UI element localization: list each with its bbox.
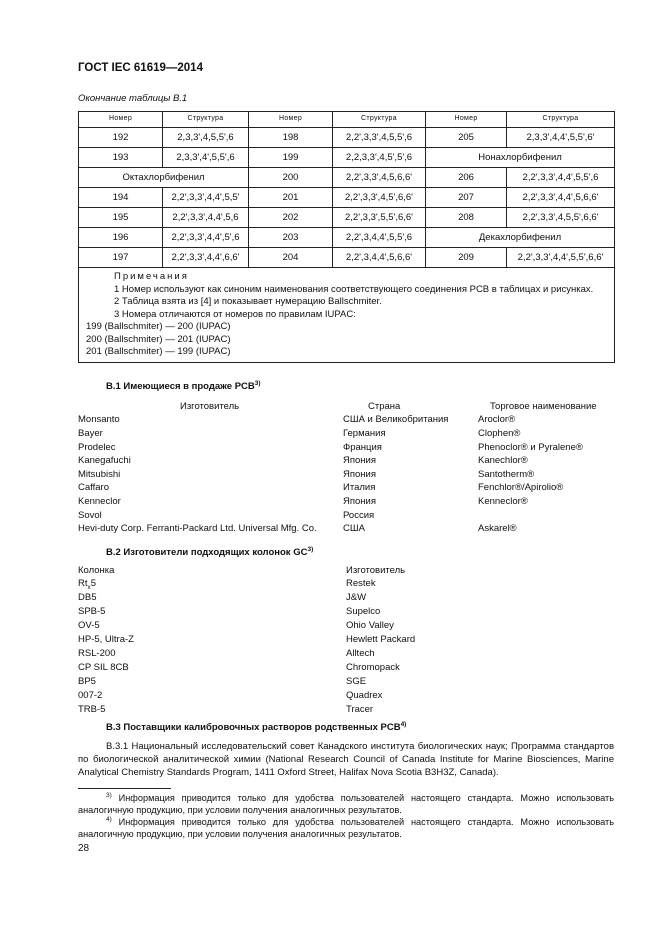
b2-column: CP SIL 8CB	[78, 662, 129, 673]
b2-column: OV-5	[78, 620, 100, 631]
table-cell: 193	[79, 148, 163, 168]
b1-manufacturer: Monsanto	[78, 414, 120, 425]
b1-trade-name: Clophen®	[478, 428, 521, 439]
table-cell: 2,2',3,3',4,5,6,6'	[333, 168, 426, 188]
col-header-structure: Структура	[333, 112, 426, 128]
table-row	[79, 248, 615, 268]
table-row	[79, 128, 615, 148]
table-row	[79, 228, 615, 248]
group-label-nonachlorobiphenyl: Нонахлорбифенил	[426, 148, 615, 168]
b2-column: 007-2	[78, 690, 103, 701]
b2-manufacturer: SGE	[346, 676, 367, 687]
b2-column: TRB-5	[78, 704, 106, 715]
table-cell: 2,2,3,3',4,5',5',6	[333, 148, 426, 168]
b2-row	[0, 578, 661, 591]
b2-manufacturer: Alltech	[346, 648, 375, 659]
table-cell: 196	[79, 228, 163, 248]
b2-manufacturer: Tracer	[346, 704, 374, 715]
b1-row	[0, 496, 661, 509]
b2-manufacturer: Restek	[346, 578, 376, 589]
pcb-table	[78, 111, 615, 363]
footnote-ref: 3)	[254, 379, 261, 387]
b1-col-trade-name: Торговое наименование	[490, 401, 597, 412]
b2-manufacturer: Hewlett Packard	[346, 634, 416, 645]
table-cell: 2,2',3,3',4,4',5,6	[163, 208, 249, 228]
b1-manufacturer: Mitsubishi	[78, 469, 121, 480]
b1-country: Россия	[343, 510, 375, 521]
table-cell: 207	[426, 188, 507, 208]
b1-country: Франция	[343, 442, 382, 453]
col-header-number: Номер	[426, 112, 507, 128]
footnote-mark: 4)	[106, 815, 112, 823]
table-cell: 204	[249, 248, 333, 268]
b2-row	[0, 592, 661, 605]
b2-manufacturer: Quadrex	[346, 690, 383, 701]
b1-col-country: Страна	[368, 401, 401, 412]
b1-country: США	[343, 523, 365, 534]
note-3-item: 199 (Ballschmiter) — 200 (IUPAC)	[86, 321, 231, 332]
col-header-structure: Структура	[163, 112, 249, 128]
table-row	[79, 188, 615, 208]
b2-column-subscript: x	[87, 583, 91, 591]
table-cell: 192	[79, 128, 163, 148]
table-cell: 2,2',3,3',5,5',6,6'	[333, 208, 426, 228]
b2-column-name: Rt	[78, 578, 88, 589]
table-cell: 199	[249, 148, 333, 168]
table-row	[79, 208, 615, 228]
note-3-item: 201 (Ballschmiter) — 199 (IUPAC)	[86, 346, 231, 357]
table-cell: 2,3,3',4,5,5',6	[163, 128, 249, 148]
b2-column: HP-5, Ultra-Z	[78, 634, 134, 645]
table-row	[79, 168, 615, 188]
b1-country: Япония	[343, 496, 376, 507]
page-number: 28	[78, 843, 90, 854]
b2-col-column: Колонка	[78, 565, 115, 576]
table-cell: 203	[249, 228, 333, 248]
table-cell: 2,3,3',4,4',5,5',6'	[507, 128, 615, 148]
footnote-text: Информация приводится только для удобства пользователей настоящего стандарта. Можно использовать аналогичную продукцию, при условии получения аналогичных результатов.	[78, 817, 614, 839]
section-b1-title-text: В.1 Имеющиеся в продаже PCB	[106, 381, 255, 392]
table-cell: 198	[249, 128, 333, 148]
footnote-ref: 4)	[400, 720, 407, 728]
table-cell: 2,3,3',4',5,5',6	[163, 148, 249, 168]
table-cell: 206	[426, 168, 507, 188]
b2-row	[0, 634, 661, 647]
group-label-octachlorobiphenyl: Октахлорбифенил	[79, 168, 249, 188]
table-cell: 2,2',3,3',4,5,5',6,6'	[507, 208, 615, 228]
b1-manufacturer: Caffaro	[78, 482, 109, 493]
b1-country: Япония	[343, 455, 376, 466]
table-cell: 195	[79, 208, 163, 228]
col-header-structure: Структура	[507, 112, 615, 128]
b2-column	[78, 578, 96, 589]
table-cell: 200	[249, 168, 333, 188]
b2-manufacturer: J&W	[346, 592, 367, 603]
table-header-row	[79, 112, 615, 128]
b1-header-row	[0, 401, 661, 414]
b1-trade-name: Kenneclor®	[478, 496, 528, 507]
table-cell: 2,2',3,4,4',5,6,6'	[333, 248, 426, 268]
b1-country: Италия	[343, 482, 376, 493]
b2-row	[0, 662, 661, 675]
group-label-decachlorobiphenyl: Декахлорбифенил	[426, 228, 615, 248]
footnote-4	[78, 816, 614, 840]
b1-trade-name: Askarel®	[478, 523, 517, 534]
footnote-3	[78, 792, 614, 816]
table-cell: 208	[426, 208, 507, 228]
table-cell: 209	[426, 248, 507, 268]
footnote-mark: 3)	[106, 791, 112, 799]
section-b3-title	[106, 722, 406, 733]
b1-manufacturer: Kanegafuchi	[78, 455, 131, 466]
section-b2-title	[106, 547, 313, 558]
note-1: 1 Номер используют как синоним наименования соответствующего соединения PCB в таблицах и рисунках.	[114, 283, 594, 295]
table-cell: 197	[79, 248, 163, 268]
b1-manufacturer: Hevi-duty Corp. Ferranti-Packard Ltd. Universal Mfg. Co.	[78, 523, 317, 534]
b1-row	[0, 455, 661, 468]
b1-country: США и Великобритания	[343, 414, 449, 425]
table-caption: Окончание таблицы В.1	[78, 93, 188, 104]
table-cell: 202	[249, 208, 333, 228]
footnote-divider	[78, 788, 171, 789]
footnote-ref: 3)	[307, 545, 314, 553]
col-header-number: Номер	[79, 112, 163, 128]
b1-manufacturer: Prodelec	[78, 442, 116, 453]
b2-manufacturer: Ohio Valley	[346, 620, 394, 631]
table-cell: 2,2',3,3',4,4',5,5'	[163, 188, 249, 208]
b2-row	[0, 704, 661, 717]
b1-manufacturer: Sovol	[78, 510, 102, 521]
table-cell: 2,2',3,3',4,4',6,6'	[163, 248, 249, 268]
b1-manufacturer: Kenneclor	[78, 496, 121, 507]
b1-manufacturer: Bayer	[78, 428, 103, 439]
b2-row	[0, 648, 661, 661]
table-cell: 2,2',3,3',4,5,5',6	[333, 128, 426, 148]
table-cell: 205	[426, 128, 507, 148]
document-header: ГОСТ IEC 61619—2014	[78, 62, 203, 74]
b1-country: Германия	[343, 428, 386, 439]
b1-row	[0, 523, 661, 536]
b1-country: Япония	[343, 469, 376, 480]
b2-column: BP5	[78, 676, 96, 687]
table-cell: 2,2',3,3',4,4',5',6	[163, 228, 249, 248]
b2-col-manufacturer: Изготовитель	[346, 565, 406, 576]
b2-column: RSL-200	[78, 648, 116, 659]
b1-trade-name: Kanechlor®	[478, 455, 528, 466]
b1-trade-name: Phenoclor® и Pyralene®	[478, 442, 583, 453]
b2-row	[0, 676, 661, 689]
b1-row	[0, 428, 661, 441]
table-cell: 194	[79, 188, 163, 208]
b2-manufacturer: Chromopack	[346, 662, 400, 673]
notes-title: Примечания	[114, 271, 189, 282]
footnote-text: Информация приводится только для удобства пользователей настоящего стандарта. Можно использовать аналогичную продукцию, при условии получения аналогичных результатов.	[78, 793, 614, 815]
table-cell: 2,2',3,3',4,4',5,5',6,6'	[507, 248, 615, 268]
b2-row	[0, 620, 661, 633]
b2-column: SPB-5	[78, 606, 106, 617]
b1-row	[0, 510, 661, 523]
table-cell: 201	[249, 188, 333, 208]
b1-trade-name: Santotherm®	[478, 469, 535, 480]
notes-row	[79, 268, 615, 363]
section-b1-title	[106, 381, 261, 392]
note-2: 2 Таблица взята из [4] и показывает нумерацию Ballschmiter.	[114, 296, 382, 307]
b2-row	[0, 606, 661, 619]
b1-row	[0, 442, 661, 455]
table-cell: 2,2',3,3',4,4',5,6,6'	[507, 188, 615, 208]
table-cell: 2,2',3,3',4,4',5,5',6	[507, 168, 615, 188]
table-notes	[79, 268, 615, 363]
section-b3-paragraph: В.3.1 Национальный исследовательский совет Канадского института биологических наук; Программа стандартов по биологической аналитической химии (National Research Council of Canada Institute for Marine Biosciences, Marine Analytical Chemistry Standards Program, 1411 Oxford Street, Halifax Nova Scotia B3H3Z, Canada).	[78, 741, 614, 778]
b1-col-manufacturer: Изготовитель	[180, 401, 240, 412]
col-header-number: Номер	[249, 112, 333, 128]
b2-header-row	[0, 565, 661, 578]
b2-row	[0, 690, 661, 703]
note-3: 3 Номера отличаются от номеров по правилам IUPAC:	[114, 308, 356, 320]
b1-row	[0, 482, 661, 495]
b1-row	[0, 414, 661, 427]
b1-trade-name: Aroclor®	[478, 414, 516, 425]
b2-manufacturer: Supelco	[346, 606, 381, 617]
section-b3-title-text: В.3 Поставщики калибровочных растворов родственных PCB	[106, 722, 401, 733]
b1-trade-name: Fenchlor®/Apirolio®	[478, 482, 564, 493]
table-row	[79, 148, 615, 168]
table-cell: 2,2',3,3',4,5',6,6'	[333, 188, 426, 208]
table-cell: 2,2',3,4,4',5,5',6	[333, 228, 426, 248]
b2-column-suffix: 5	[90, 578, 97, 589]
b2-column: DB5	[78, 592, 97, 603]
note-3-item: 200 (Ballschmiter) — 201 (IUPAC)	[86, 333, 231, 345]
section-b2-title-text: В.2 Изготовители подходящих колонок GC	[106, 547, 308, 558]
b1-row	[0, 469, 661, 482]
